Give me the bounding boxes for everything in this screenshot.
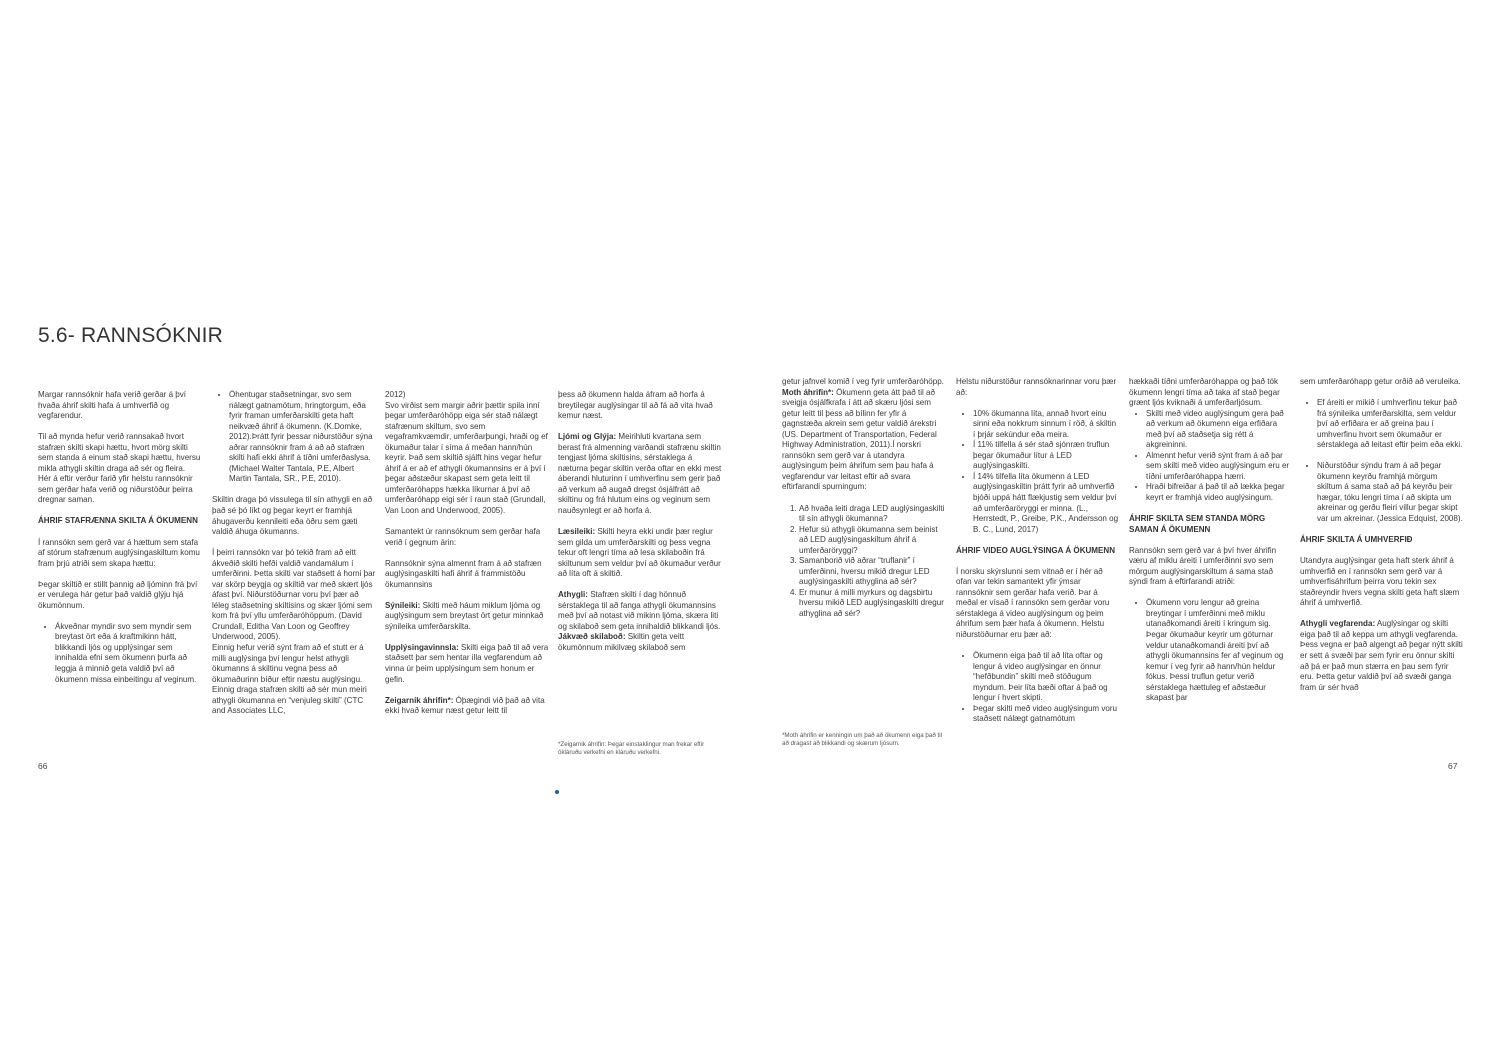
bullet-list	[212, 390, 376, 485]
text-column-4	[558, 390, 722, 762]
text-column-3	[385, 390, 549, 762]
paragraph: Margar rannsóknir hafa verið gerðar á því hvaða áhrif skilti hafa á umhverfið og vegfarendur.	[38, 390, 187, 421]
bullet-list	[1129, 598, 1293, 703]
paragraph: Rannsóknir sýna almennt fram á að stafræn auglýsingaskilti hafi áhrif á frammistöðu ökumannsins	[385, 558, 542, 589]
term-text: Skilti með háum miklum ljóma og auglýsingum sem breytast ört getur minnkað sýnileika umferðarskilta.	[385, 600, 544, 631]
section-heading: ÁHRIF SKILTA SEM STANDA MÖRG SAMAN Á ÖKUMENN	[1129, 514, 1266, 534]
paragraph: Utandyra auglýsingar geta haft sterk áhrif á umhverfið en í rannsókn sem gerð var á umhverfisáhrifum þeirra voru tekin sex staðreyndir hvers vegna skilti geta haft slæm áhrif á umhverfið.	[1300, 556, 1460, 608]
list-item: • Ef áreiti er mikið í umhverfinu tekur það frá sýnileika umferðarskilta, sem veldur því að erfiðara er að greina þau í umhverfinu hvort sem ökumaður er sérstaklega að leitast eftir þeim eða ekki.	[1317, 398, 1464, 451]
paragraph	[782, 388, 946, 493]
term-label: Athygli:	[558, 590, 588, 600]
footnote: *Moth áhrifin er kenningin um það að ökumenn eiga það til að dragast að blikkandi og skærum ljósum.	[782, 732, 942, 747]
numbered-list	[782, 504, 946, 620]
list-item: • Hraði bifreiðar á það til að lækka þegar keyrt er framhjá video auglýsingum.	[1146, 482, 1293, 503]
term-text: Auglýsingar og skilti eiga það til að keppa um athygli vegfarenda. Þess vegna er það algengt að þegar nýtt skilti er sett á svæði þar sem fyrir eru önnur skilti að þá er það mun stærra en þau sem fyrir eru. Þetta getur valdið því að svæði ganga fram úr sér hvað	[1300, 619, 1463, 692]
list-item: 2. Hefur sú athygli ökumanna sem beinist að LED auglýsingaskiltum áhrif á umferðaröryggi?	[799, 525, 946, 557]
term-label: Sýnileiki:	[385, 600, 421, 610]
paragraph: Samantekt úr rannsóknum sem gerðar hafa verið í gegnum árin:	[385, 527, 541, 547]
footnote: *Zeigarnik áhrifin: Þegar einstaklingur man frekar eftir ókláruðu verkefni en kláruðu verkefni.	[558, 741, 705, 756]
section-heading: ÁHRIF STAFRÆNNA SKILTA Á ÖKUMENN	[38, 516, 198, 526]
term-text: Stafræn skilti í dag hönnuð sérstaklega til að fanga athygli ökumannsins með því að notast við mikinn ljóma, skæra liti og skilaboð sem geta innihaldið blikkandi ljós.	[558, 590, 721, 631]
bullet-list	[1300, 398, 1464, 525]
paragraph	[558, 590, 722, 632]
text-column-5	[782, 377, 946, 762]
list-item: • Óhentugar staðsetningar, svo sem nálægt gatnamótum, hringtorgum, eða fyrir framan umferðarskilti geta haft neikvæð áhrif á ökumenn. (K.Domke, 2012).Þrátt fyrir þessar niðurstöður sýna aðrar rannsóknir fram á að að stafræn skilti hafi ekki áhrif á tíðni umferðaslysa. (Michael Walter Tantala, P.E, Albert Martin Tantala, SR., P.E, 2010).	[229, 390, 376, 485]
term-label: Moth áhrifin*:	[782, 387, 834, 397]
paragraph: Í norsku skýrslunni sem vitnað er í hér að ofan var tekin samantekt yfir ýmsar rannsóknir sem gerðar hafa verið. Þar á meðal er vísað í rannsókn sem gerðar voru sérstaklega á video auglýsingum og þeim áhrifum sem þær hafa á ökumenn. Helstu niðurstöðurnar eru þær að:	[956, 566, 1110, 639]
bullet-list	[956, 651, 1120, 725]
term-text: Óþægindi við það að vita ekki hvað kemur næst getur leitt til	[385, 695, 545, 716]
text-column-6	[956, 377, 1120, 762]
paragraph: Einnig hefur verið sýnt fram að ef stutt er á milli auglýsinga því lengur helst athygli ökumanns á skiltinu vegna þess að ökumaðurinn bíður eftir næstu auglýsingu. Einnig draga stafræn skilti að sér mun meiri athygli ökumanna en “venjuleg skilti” (CTC and Associates LLC,	[212, 643, 367, 716]
paragraph: 2012)	[385, 390, 406, 399]
list-item: • Ökumenn voru lengur að greina breytingar í umferðinni með miklu utanaðkomandi áreiti í kringum sig. Þegar ökumaður keyrir um göturnar veldur utanaðkomandi áreiti því að athygli ökumannsins fer af veginum og kemur í veg fyrir að hann/hún heldur fókus. Þessi truflun getur verið sérstaklega hættuleg ef aðstæður skapast þar	[1146, 598, 1293, 703]
text-column-8	[1300, 377, 1464, 762]
list-item: 4. Er munur á milli myrkurs og dagsbirtu hversu mikið LED auglýsingaskilti dregur athyglina að sér?	[799, 588, 946, 620]
paragraph: Skiltin draga þó vissulega til sín athygli en að það sé þó líkt og þegar keyrt er framhjá áhugaverðu kennileiti eða öðru sem gæti valdið áhuga ökumanns.	[212, 495, 373, 537]
paragraph: Helstu niðurstöður rannsóknarinnar voru þær að:	[956, 377, 1117, 397]
paragraph: Svo virðist sem margir aðrir þættir spila inní þegar umferðaróhöpp eiga sér stað nálægt stafrænum skiltum, svo sem vegaframkvæmdir, umferðarþungi, hraði og ef ökumaður talar í síma á meðan hann/hún keyrir. Það sem skiltið sjálft hins vegar hefur áhrif á er að ef athygli ökumannsins er á því í þegar aðstæður skapast sem geta leitt til umferðaróhapps hækka líkurnar á því að umferðaróhapp eigi sér í raun stað (Grundall, Van Loon and Underwood, 2005).	[385, 400, 548, 516]
text-column-2	[212, 390, 376, 762]
paragraph: sem umferðaróhapp getur orðið að veruleika.	[1300, 377, 1461, 386]
paragraph: Hér á eftir verður farið yfir helstu rannsóknir sem gerðar hafa verið og niðurstöður þeirra dregnar saman.	[38, 474, 193, 505]
list-item: • Skilti með video auglýsingum gera það að verkum að ökumenn eiga erfiðara með því að staðsetja sig rétt á akgreininni.	[1146, 409, 1293, 451]
text-column-1	[38, 390, 202, 762]
list-item: • Þegar skilti með video auglýsingum voru staðsett nálægt gatnamótum	[973, 704, 1120, 725]
paragraph: Rannsókn sem gerð var á því hver áhrifin væru af miklu áreiti í umferðinni svo sem mörgum auglýsingarskiltum á sama stað sýndi fram á eftirfarandi atriði:	[1129, 545, 1277, 587]
paragraph: Til að mynda hefur verið rannsakað hvort stafræn skilti skapi hættu, hvort mörg skilti sem standa á einum stað skapi hættu, hversu mikla athygli skiltin draga að sér og fleira.	[38, 432, 201, 473]
bullet-list	[956, 409, 1120, 536]
term-text: Ökumenn geta átt það til að sveigja ósjálfkrafa í átt að skæru ljósi sem getur leitt til þess að bílinn fer yfir á gagnstæða akrein sem getur valdið árekstri (US. Department of Transportation, Federal Highway Administration, 2011).Í norskri rannsókn sem gerð var á utandyra auglýsingum þeim áhrifum sem þau hafa á vegfarendur var leitast eftir að svara eftirfarandi spurningum:	[782, 387, 937, 492]
term-text: Skilti eiga það til að vera staðsett þar sem hentar illa vegfarendum að vinna úr þeim upplýsingum sem honum er gefin.	[385, 642, 549, 684]
list-item: • Ákveðnar myndir svo sem myndir sem breytast ört eða á kraftmikinn hátt, blikkandi ljós og upplýsingar sem innihalda efni sem ökumenn þurfa að leggja á minnið geta valdið því að ökumenn missa einbeitingu af veginum.	[55, 622, 202, 685]
paragraph	[558, 632, 722, 653]
paragraph: Í rannsókn sem gerð var á hættum sem stafa af stórum stafrænum auglýsingaskiltum komu fram þrjú atriði sem skapa hættu:	[38, 537, 200, 568]
paragraph	[385, 601, 549, 633]
list-item: • Í 14% tilfella líta ökumenn á LED auglýsingaskiltin þrátt fyrir að umhverfið bjóði uppá hátt flækjustig sem veldur því að umferðaröryggi er minna. (L., Herrstedt, P., Greibe, P.K., Andersson og B. C., Lund, 2017)	[973, 472, 1120, 535]
paragraph	[385, 643, 549, 685]
paragraph: hækkaði tíðni umferðaróhappa og það tók ökumenn lengri tíma að taka af stað þegar grænt ljós kviknaði á umferðarljósum.	[1129, 377, 1280, 408]
term-text: Skiltin geta veitt ökumönnum mikilvæg skilaboð sem	[558, 632, 686, 652]
text-column-7	[1129, 377, 1293, 762]
term-text: Skilti heyra ekki undir þær reglur sem gilda um umferðarskilti og þess vegna tekur oft lengri tíma að lesa skilaboðin frá skiltunum sem veldur því að ökumaður verður að líta oft á skiltið.	[558, 527, 721, 579]
page-number-right: 67	[1448, 761, 1458, 771]
paragraph	[385, 696, 549, 717]
paragraph	[558, 527, 722, 580]
bullet-list	[1129, 409, 1293, 504]
term-label: Læsileiki:	[558, 527, 596, 537]
section-heading: ÁHRIF VIDEO AUGLÝSINGA Á ÖKUMENN	[956, 545, 1116, 555]
list-item: • 10% ökumanna líta, annað hvort einu sinni eða nokkrum sinnum í röð, á skiltin í þrjár sekúndur eða meira.	[973, 409, 1120, 441]
bullet-list	[38, 622, 202, 685]
term-label: Upplýsingavinnsla:	[385, 642, 459, 652]
term-label: Ljómi og Glýja:	[558, 432, 617, 442]
paragraph: þess að ökumenn halda áfram að horfa á breytilegar auglýsingar til að fá að vita hvað kemur næst.	[558, 390, 713, 421]
term-text: Meirihluti kvartana sem berast frá almenning varðandi stafrænu skiltin tengjast ljóma skiltisins, sérstaklega á næturna þegar skiltin verða oftar en ekki mest áberandi hluturinn í umhverfinu sem gerir það að verkum að augað dregst ósjálfrátt að skiltinu og frá hlutum eins og veginum sem nauðsynlegt er að horfa á.	[558, 432, 722, 515]
page-title: 5.6- RANNSÓKNIR	[38, 324, 224, 347]
paragraph: Í þeirri rannsókn var þó tekið fram að eitt ákveðið skilti hefði valdið vandamálum í umferðinni. Þetta skilti var staðsett á horni þar var skörp beygja og skiltið var með skært ljós áfast því. Niðurstöðurnar voru því þær að léleg staðsetning skiltisins og skær ljómi sem kom frá því yllu umferðaróhöppum. (David Crundall, Editha Van Loon og Geoffrey Underwood, 2005).	[212, 548, 376, 642]
list-item: • Niðurstöður sýndu fram á að þegar ökumenn keyrðu framhjá mörgum skiltum á sama stað að þá keyrðu þeir hægar, tóku lengri tíma í að skipta um akreinar og gerðu fleiri villur þegar skipt var um akreinar. (Jessica Edquist, 2008).	[1317, 461, 1464, 524]
list-item: 1. Að hvaða leiti draga LED auglýsingaskilti til sín athygli ökumanna?	[799, 504, 946, 525]
list-item: • Í 11% tilfella á sér stað sjónræn truflun þegar ökumaður lítur á LED auglýsingaskilti.	[973, 440, 1120, 472]
paragraph: getur jafnvel komið í veg fyrir umferðaróhöpp.	[782, 377, 944, 386]
section-heading: ÁHRIF SKILTA Á UMHVERFIÐ	[1300, 535, 1413, 545]
list-item: • Ökumenn eiga það til að líta oftar og lengur á video auglýsingar en önnur “hefðbundin” skilti með stöðugum myndum. Þeir líta bæði oftar á það og lengur í hvert skipti.	[973, 651, 1120, 704]
paragraph: Þegar skiltið er stillt þannig að ljóminn frá því er verulega hár getur það valdið glýju hjá ökumönnum.	[38, 579, 198, 610]
term-label: Zeigarnik áhrifin*:	[385, 695, 454, 705]
term-label: Jákvæð skilaboð:	[558, 632, 626, 642]
term-label: Athygli vegfarenda:	[1300, 619, 1376, 629]
page-indicator-dot[interactable]	[555, 790, 559, 794]
list-item: • Almennt hefur verið sýnt fram á að þar sem skilti með video auglýsingum eru er tíðni umferðaróhappa hærri.	[1146, 451, 1293, 483]
page-number-left: 66	[38, 761, 48, 771]
list-item: 3. Samanborið við aðrar “truflanir” í umferðinni, hversu mikið dregur LED auglýsingaskilti athyglina að sér?	[799, 556, 946, 588]
paragraph	[558, 432, 722, 516]
paragraph	[1300, 619, 1464, 693]
